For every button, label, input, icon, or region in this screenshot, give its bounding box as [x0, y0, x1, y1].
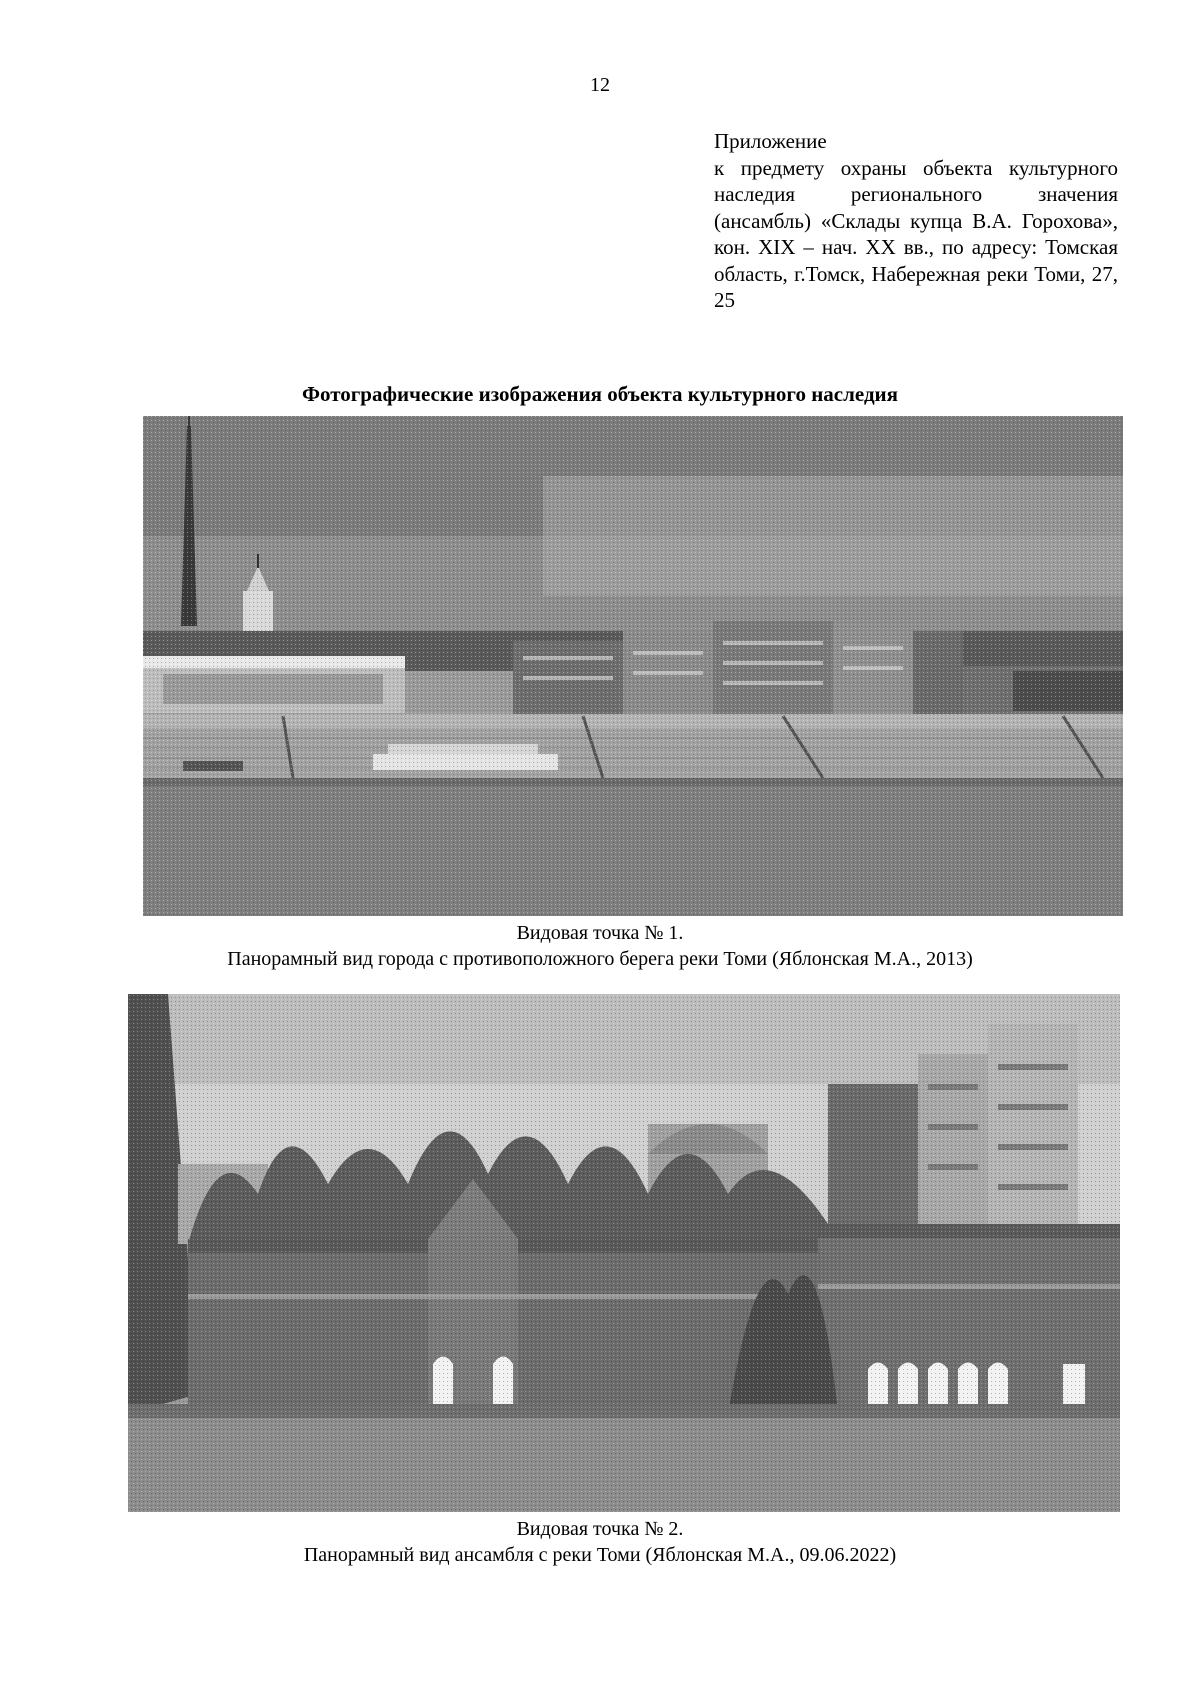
- photo-2-caption-line2: Панорамный вид ансамбля с реки Томи (Яблонская М.А., 09.06.2022): [303, 1544, 897, 1566]
- section-heading: Фотографические изображения объекта культурного наследия: [301, 382, 899, 406]
- photo-1-caption-line1: Видовая точка № 1.: [516, 922, 684, 944]
- photo-1-caption: [0, 920, 1200, 972]
- appendix-block: [714, 128, 1118, 314]
- appendix-title: Приложение: [714, 129, 827, 153]
- appendix-body: к предмету охраны объекта культурного наследия регионального значения (ансамбль) «Склады купца В.А. Горохова», кон. XIX – нач. XX вв., по адресу: Томская область, г.Томск, Набережная реки Томи, 27, 25: [714, 155, 1118, 312]
- photo-viewpoint-1: [143, 416, 1123, 916]
- photo-viewpoint-1-image: [143, 416, 1123, 916]
- photo-2-caption: [0, 1516, 1200, 1568]
- page-number: 12: [590, 74, 610, 96]
- photo-viewpoint-2-image: [128, 994, 1120, 1512]
- photo-viewpoint-2: [128, 994, 1120, 1512]
- photo-2-caption-line1: Видовая точка № 2.: [516, 1518, 684, 1540]
- photo-1-caption-line2: Панорамный вид города с противоположного берега реки Томи (Яблонская М.А., 2013): [227, 948, 973, 970]
